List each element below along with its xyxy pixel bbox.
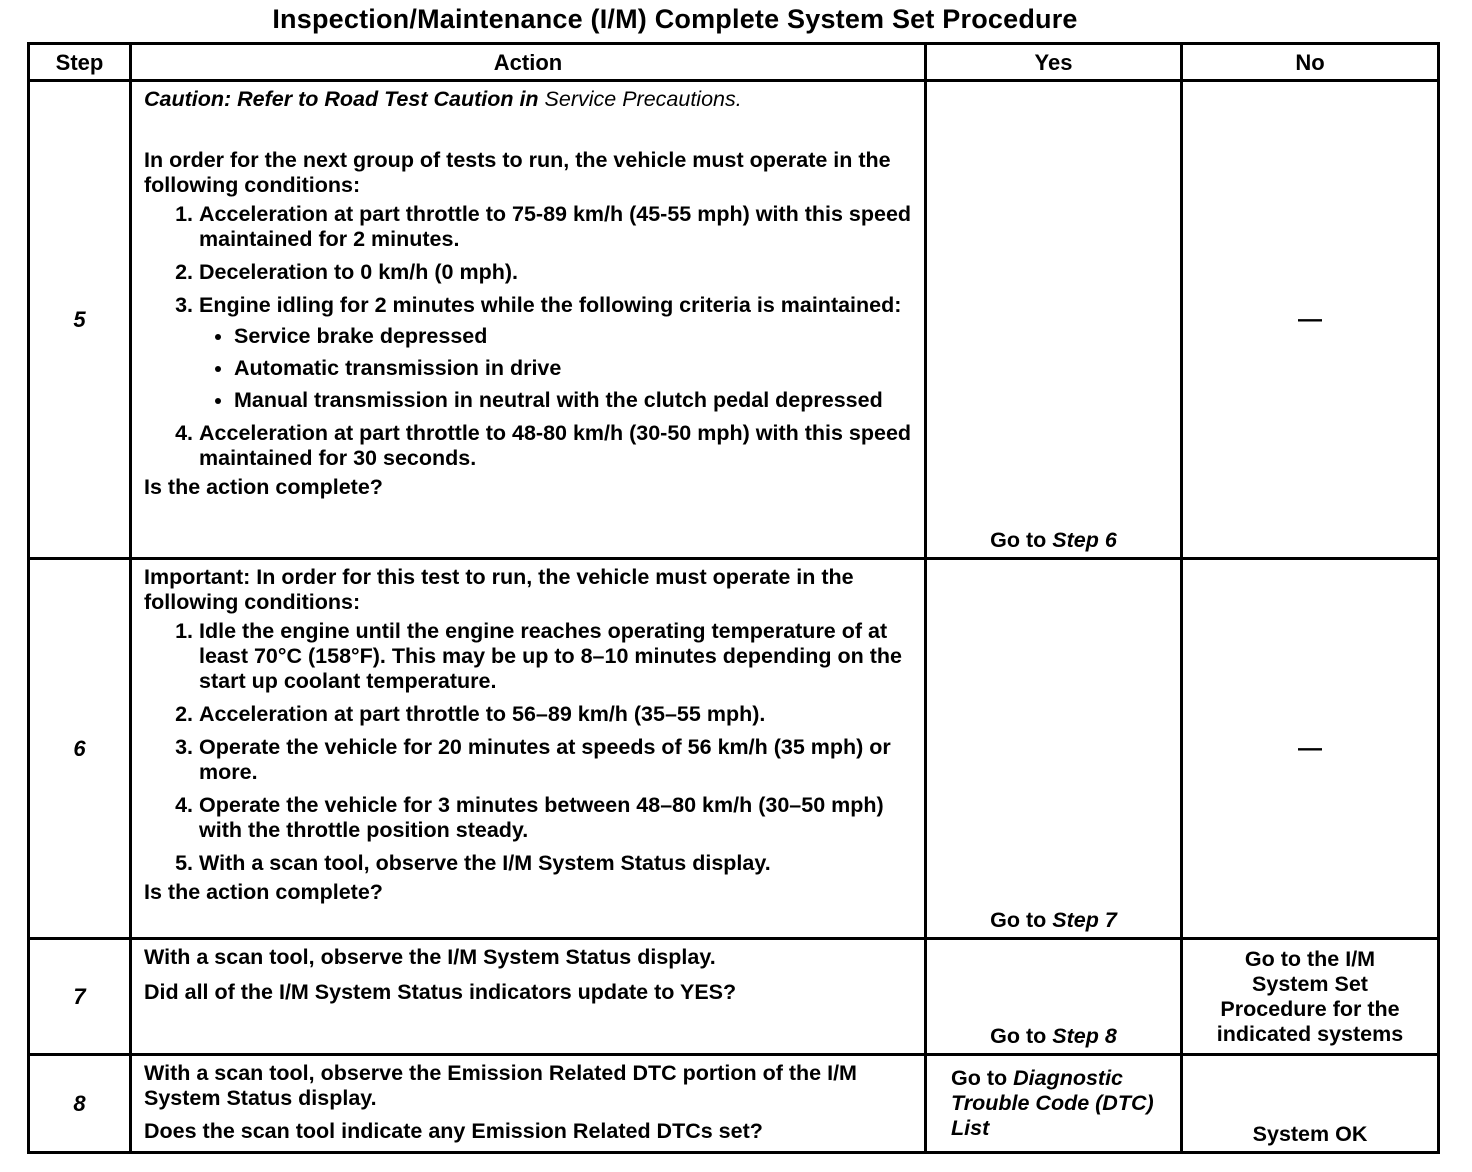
header-no: No <box>1182 44 1439 81</box>
sub-list-item: • Automatic transmission in drive <box>234 356 914 381</box>
intro-text: In order for the next group of tests to run, the vehicle must operate in the following conditions: <box>144 148 891 197</box>
table-row-step-8 <box>29 1055 1439 1153</box>
yes-cell: Go to Step 7 <box>926 559 1182 939</box>
list-item: 2. Acceleration at part throttle to 56–89 km/h (35–55 mph). <box>199 702 914 727</box>
step-link[interactable]: Step 8 <box>1052 1024 1117 1048</box>
condition-list <box>144 619 914 876</box>
table-row-step-5 <box>29 81 1439 559</box>
list-item: 5. With a scan tool, observe the I/M System Status display. <box>199 851 914 876</box>
list-item <box>199 293 914 413</box>
sub-list-item: • Service brake depressed <box>234 324 914 349</box>
no-cell: Go to the I/M System Set Procedure for the indicated systems <box>1182 939 1439 1055</box>
table-row-step-7 <box>29 939 1439 1055</box>
caution-rest: Service Precautions. <box>538 87 742 111</box>
list-item: 4. Acceleration at part throttle to 48-80 km/h (30-50 mph) with this speed maintained for 30 seconds. <box>199 421 914 471</box>
yes-cell: Go to Step 6 <box>926 81 1182 559</box>
list-item: 1. Acceleration at part throttle to 75-89 km/h (45-55 mph) with this speed maintained for 2 minutes. <box>199 202 914 252</box>
action-cell <box>131 1055 926 1153</box>
action-cell <box>131 939 926 1055</box>
question-text: Is the action complete? <box>144 880 383 904</box>
table-row-step-6 <box>29 559 1439 939</box>
criteria-list <box>199 324 914 413</box>
no-cell: — <box>1182 81 1439 559</box>
caution-note <box>144 87 914 112</box>
procedure-table <box>27 42 1440 1154</box>
header-yes: Yes <box>926 44 1182 81</box>
question-text: Did all of the I/M System Status indicators update to YES? <box>144 980 737 1004</box>
question-text: Does the scan tool indicate any Emission Related DTCs set? <box>144 1119 763 1143</box>
list-item: 3. Operate the vehicle for 20 minutes at speeds of 56 km/h (35 mph) or more. <box>199 735 914 785</box>
page-title: Inspection/Maintenance (I/M) Complete System Set Procedure <box>272 4 1078 34</box>
list-item: 1. Idle the engine until the engine reaches operating temperature of at least 70°C (158°F). This may be up to 8–10 minutes depending on the start up coolant temperature. <box>199 619 914 694</box>
no-cell: System OK <box>1182 1055 1439 1153</box>
step-number: 5 <box>29 81 131 559</box>
question-text: Is the action complete? <box>144 475 383 499</box>
yes-cell: Go to Diagnostic Trouble Code (DTC) List <box>926 1055 1182 1153</box>
list-item: 2. Deceleration to 0 km/h (0 mph). <box>199 260 914 285</box>
step-number: 8 <box>29 1055 131 1153</box>
instruction-text: With a scan tool, observe the Emission Related DTC portion of the I/M System Status display. <box>144 1061 857 1110</box>
instruction-text: With a scan tool, observe the I/M System Status display. <box>144 945 716 969</box>
action-cell <box>131 81 926 559</box>
sub-list-item: • Manual transmission in neutral with the clutch pedal depressed <box>234 388 914 413</box>
important-note: Important: In order for this test to run, the vehicle must operate in the following conditions: <box>144 565 854 614</box>
list-item-text: Engine idling for 2 minutes while the following criteria is maintained: <box>199 293 902 317</box>
dtc-list-link[interactable]: Diagnostic Trouble Code (DTC) List <box>951 1066 1154 1140</box>
caution-bold: Caution: Refer to Road Test Caution in <box>144 87 539 111</box>
yes-cell: Go to Step 8 <box>926 939 1182 1055</box>
no-cell: — <box>1182 559 1439 939</box>
condition-list <box>144 202 914 471</box>
action-cell <box>131 559 926 939</box>
header-row <box>29 44 1439 81</box>
step-link[interactable]: Step 6 <box>1052 528 1117 552</box>
important-label: Important: <box>144 565 251 589</box>
header-action: Action <box>131 44 926 81</box>
header-step: Step <box>29 44 131 81</box>
step-number: 7 <box>29 939 131 1055</box>
step-number: 6 <box>29 559 131 939</box>
step-link[interactable]: Step 7 <box>1052 908 1117 932</box>
list-item: 4. Operate the vehicle for 3 minutes between 48–80 km/h (30–50 mph) with the throttle position steady. <box>199 793 914 843</box>
